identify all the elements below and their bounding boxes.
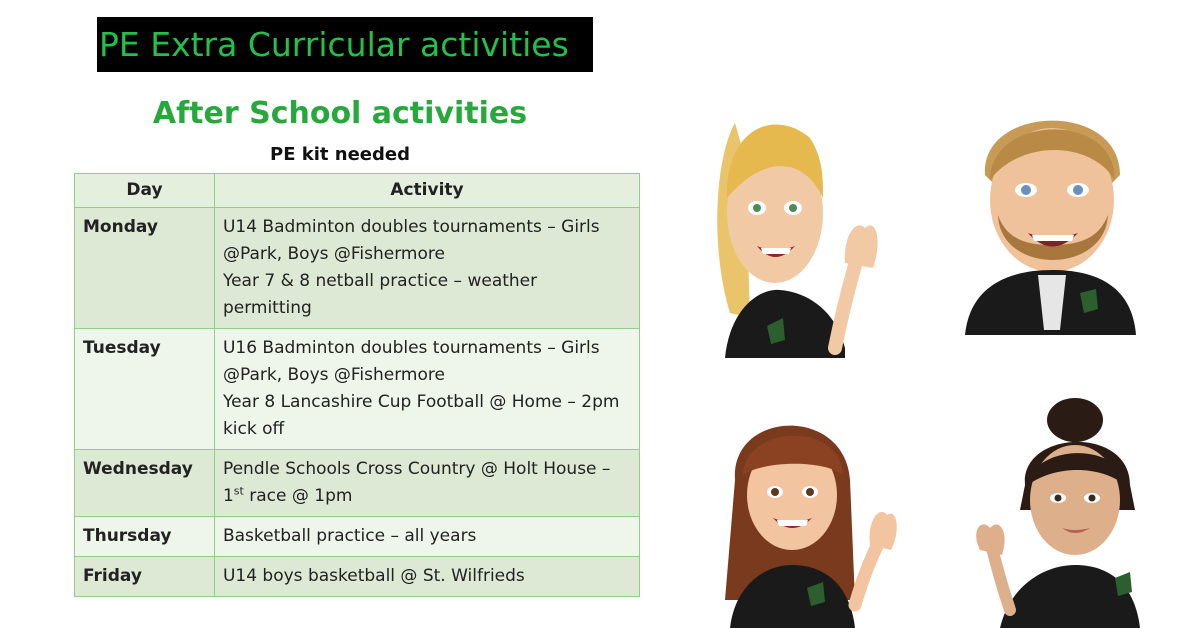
activity-cell [214,517,639,557]
activity-cell [214,557,639,597]
activity-line: Year 8 Lancashire Cup Football @ Home – 2pm kick off [222,392,620,439]
activity-cell [214,208,639,329]
activity-line: U14 boys basketball @ St. Wilfrieds [222,566,525,586]
table-row [75,450,640,517]
day-cell: Monday [75,208,215,329]
table-row [75,208,640,329]
blonde-ponytail-teacher-avatar [705,98,890,358]
activity-line: Basketball practice – all years [222,526,477,546]
kit-note: PE kit needed [270,144,410,165]
activity-text: Pendle Schools Cross Country @ Holt House – 1 [222,459,611,506]
activity-line [223,456,631,510]
activity-cell [214,329,639,450]
table-header-row [75,174,640,208]
table-row [75,329,640,450]
activity-table [74,173,640,597]
table-row [75,517,640,557]
day-cell: Wednesday [75,450,215,517]
column-header-activity: Activity [214,174,639,208]
day-cell: Thursday [75,517,215,557]
activity-line: U14 Badminton doubles tournaments – Girls @Park, Boys @Fishermore [222,217,600,264]
activity-text: race @ 1pm [243,486,353,506]
day-cell: Tuesday [75,329,215,450]
activity-line: U16 Badminton doubles tournaments – Girls @Park, Boys @Fishermore [222,338,600,385]
bearded-teacher-avatar [960,85,1140,335]
section-title: After School activities [152,96,528,131]
activity-cell [214,450,639,517]
activity-line: Year 7 & 8 netball practice – weather permitting [222,271,538,318]
brown-hair-teacher-avatar [715,400,900,628]
bun-hair-teacher-avatar [970,390,1145,628]
table-row [75,557,640,597]
page-title: PE Extra Curricular activities [97,17,593,72]
column-header-day: Day [75,174,215,208]
ordinal-suffix: st [233,484,244,498]
day-cell: Friday [75,557,215,597]
